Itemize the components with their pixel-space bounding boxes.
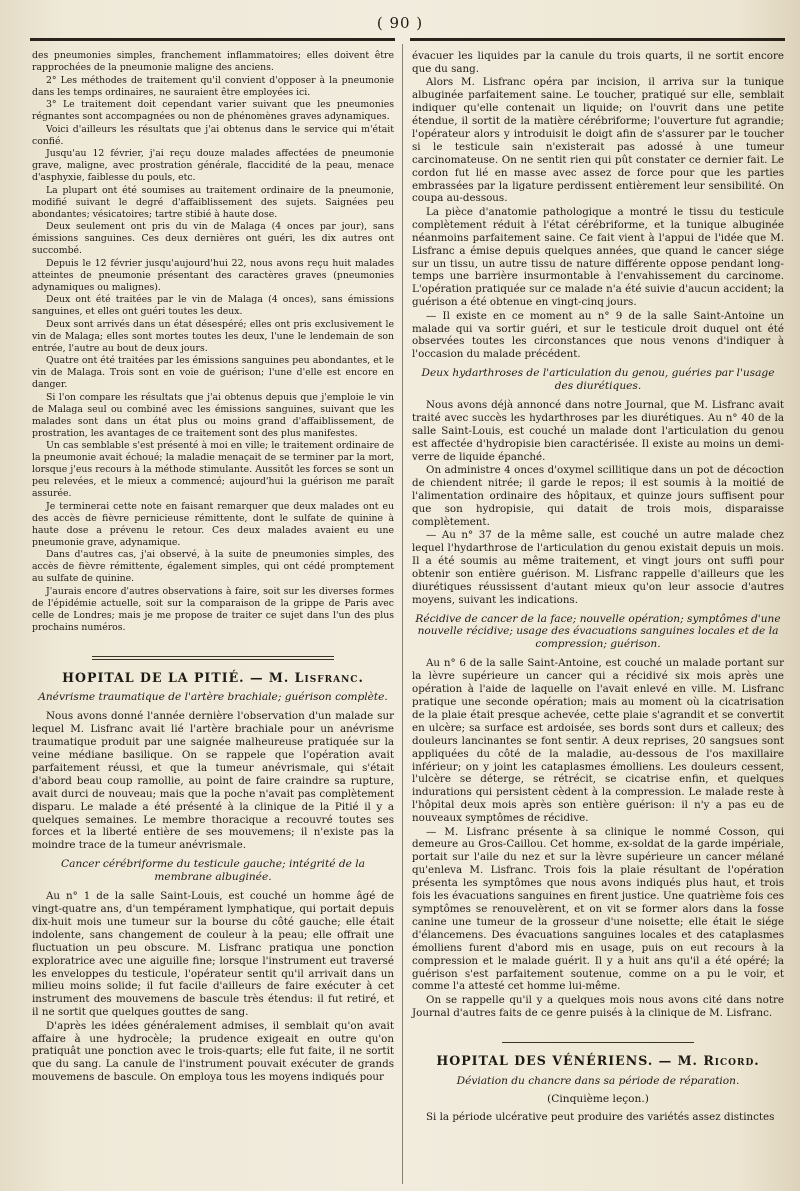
paragraph: Depuis le 12 février jusqu'aujourd'hui 22, nous avons reçu huit malades atteintes de pneumonie présentant des caractères graves (pneumonies adynamiques ou malignes). <box>32 257 394 293</box>
section-divider <box>502 1042 694 1043</box>
section-divider <box>92 656 334 660</box>
lecon-label: (Cinquième leçon.) <box>547 1093 649 1106</box>
paragraph: — Au n° 37 de la même salle, est couché un autre malade chez lequel l'hydarthrose de l'articulation du genou existait depuis un mois. Il a été soumis au même traitement, et vingt jours ont suffi pour obtenir son entière guérison. M. Lisfranc rappelle d'ailleurs que les diurétiques réussissent d'autant mieux qu'on leur associe d'autres moyens, suivant les indications. <box>412 529 784 606</box>
paragraph: Deux sont arrivés dans un état désespéré; elles ont pris exclusivement le vin de Malaga; elles sont mortes toutes les deux, l'une le lendemain de son entrée, l'autre au bout de deux jours. <box>32 318 394 354</box>
paragraph: — Il existe en ce moment au n° 9 de la salle Saint-Antoine un malade qui va sortir guéri, et sur le testicule droit duquel ont été observées toutes les circonstances que nous venons d'indiquer à l'occasion du malade précédent. <box>412 309 784 361</box>
paragraph: Je terminerai cette note en faisant remarquer que deux malades ont eu des accès de fièvre pernicieuse rémittente, dont le sulfate de quinine à haute dose a prévenu le retour. Ces deux malades avaient eu une pneumonie grave, adynamique. <box>32 500 394 548</box>
paragraph: La pièce d'anatomie pathologique a montré le tissu du testicule complètement réduit à l'état cérébriforme, et la tunique albuginée néanmoins parfaitement saine. Ce fait vient à l'appui de l'idée que M. Lisfranc a émise depuis quelques années, que quand le cancer siége sur un tissu, un autre tissu de nature différente oppose pendant long-temps une barrière insurmontable à l'envahissement du carcinome. L'opération pratiquée sur ce malade n'a été suivie d'aucun accident; la guérison a été obtenue en vingt-cinq jours. <box>412 205 784 309</box>
paragraph: Nous avons donné l'année dernière l'observation d'un malade sur lequel M. Lisfranc avait lié l'artère brachiale pour un anévrisme traumatique produit par une saignée malheureuse pratiquée sur la veine médiane basilique. On se rappele que l'opération avait parfaitement réussi, et que la tumeur anévrismale, qui s'était d'abord beau coup ramollie, au point de faire craindre sa rupture, avait durci de nouveau; mais que la poche n'avait pas complètement disparu. Le malade a été présenté à la clinique de la Pitié il y a quelques semaines. Le membre thoracique a recouvré toutes ses forces et la liberté entière de ses mouvemens; il n'existe pas la moindre trace de la tumeur anévrismale. <box>32 710 394 852</box>
page-number: ( 90 ) <box>376 14 424 32</box>
paragraph: Au n° 6 de la salle Saint-Antoine, est couché un malade portant sur la lèvre supérieure un cancer qui a récidivé six mois après une opération à l'aide de laquelle on l'avait enlevé en ville. M. Lisfranc pratique une seconde opération; mais au moment où la cicatrisation de la plaie était presque achevée, cette plaie s'agrandit et se convertit en ulcère; sa surface est ardoisée, ses bords sont durs et calleux; des douleurs lancinantes se font sentir. A deux reprises, 20 sangsues sont appliquées du côté de la maladie, au-dessous de l'os maxillaire inférieur; on y joint les cataplasmes émolliens. Les douleurs cessent, l'ulcère se déterge, se rétrécit, se cicatrise enfin, et quelques indurations qui persistent cèdent à la compression. Le malade reste à l'hôpital deux mois après son entière guérison: il n'y a pas eu de nouveaux symptômes de récidive. <box>412 657 784 825</box>
paragraph: Quatre ont été traitées par les émissions sanguines peu abondantes, et le vin de Malaga. Trois sont en voie de guérison; l'une d'elle est encore en danger. <box>32 355 394 390</box>
section-heading-pitie <box>32 669 394 685</box>
paragraph: J'aurais encore d'autres observations à faire, soit sur les diverses formes de l'épidémie actuelle, soit sur la comparaison de la grippe de Paris avec celle de Londres; mais je me propose de traiter ce sujet dans l'un des plus prochains numéros. <box>32 585 394 633</box>
paragraph: Voici d'ailleurs les résultats que j'ai obtenus dans le service qui m'était confié. <box>32 123 394 147</box>
doctor-name: Lisfranc. <box>294 669 364 685</box>
paragraph: Alors M. Lisfranc opéra par incision, il arriva sur la tunique albuginée parfaitement saine. Le toucher, pratiqué sur elle, semblait indiquer qu'elle contenait un liquide; on l'ouvrit dans une petite étendue, il sortit de la matière cérébriforme; l'ouverture fut agrandie; l'opérateur alors y introduisit le doigt afin de s'assurer par le toucher si le testicule sain n'existerait pas adossé à une tumeur carcinomateuse. On ne sentit rien qui pût constater ce dernier fait. Le cordon fut lié en masse avec assez de force pour que les parties embrassées par la ligature perdissent entièrement leur sensibilité. On coupa au-dessous. <box>412 76 784 205</box>
column-divider <box>402 44 403 1184</box>
doctor-name: Ricord. <box>703 1052 760 1068</box>
right-column <box>412 50 784 1125</box>
heading-text: HOPITAL DE LA PITIÉ. — M. <box>62 669 290 685</box>
paragraph: Si la période ulcérative peut produire des variétés assez distinctes <box>426 1111 775 1124</box>
paragraph: La plupart ont été soumises au traitement ordinaire de la pneumonie, modifié suivant le degré d'affaiblissement des sujets. Saignées peu abondantes; vésicatoires; tartre stibié à haute dose. <box>32 184 394 220</box>
paragraph: évacuer les liquides par la canule du trois quarts, il ne sortit encore que du sang. <box>412 50 784 75</box>
paragraph: Si l'on compare les résultats que j'ai obtenus depuis que j'emploie le vin de Malaga seul ou combiné avec les émissions sanguines, suivant que les malades sont dans un état plus ou moins grand d'affaiblissement, de prostration, les avantages de ce traitement sont des plus manifestes. <box>32 391 394 439</box>
top-rule-right <box>410 38 785 41</box>
left-column <box>32 50 394 1085</box>
paragraph: On administre 4 onces d'oxymel scillitique dans un pot de décoction de chiendent nitrée; il garde le repos; il est soumis à la moitié de l'alimentation ordinaire des hôpitaux, et quinze jours suffisent pour que son hydropisie, qui datait de trois mois, disparaisse complètement. <box>412 464 784 528</box>
paragraph: Nous avons déjà annoncé dans notre Journal, que M. Lisfranc avait traité avec succès les hydarthroses par les diurétiques. Au n° 40 de la salle Saint-Louis, est couché un malade dont l'articulation du genou est affectée d'hydropisie bien caractérisée. Il existe au moins un demi-verre de liquide épanché. <box>412 399 784 463</box>
article-subheading: Cancer cérébriforme du testicule gauche; intégrité de la membrane albuginée. <box>61 858 365 884</box>
paragraph: Dans d'autres cas, j'ai observé, à la suite de pneumonies simples, des accès de fièvre rémittente, également simples, qui ont cédé promptement au sulfate de quinine. <box>32 549 394 584</box>
article-subheading: Récidive de cancer de la face; nouvelle opération; symptômes d'une nouvelle récidive; usage des évacuations sanguines locales et de la compression; guérison. <box>415 612 781 651</box>
paragraph: Deux ont été traitées par le vin de Malaga (4 onces), sans émissions sanguines, et elles ont guéri toutes les deux. <box>32 294 394 317</box>
top-rule-left <box>30 38 395 41</box>
article-subheading: Anévrisme traumatique de l'artère brachiale; guérison complète. <box>38 691 388 704</box>
paragraph: — M. Lisfranc présente à sa clinique le nommé Cosson, qui demeure au Gros-Caillou. Cet homme, ex-soldat de la garde impériale, portait sur l'aile du nez et sur la lèvre supérieure un cancer mélané qu'enleva M. Lisfranc. Trois fois la plaie résultant de l'opération présenta les symptômes que nous avons indiqués plus haut, et trois fois les évacuations sanguines en firent justice. Une quatrième fois ces symptômes se renouvelèrent, et on vit se former alors dans la fosse canine une tumeur de la grosseur d'une noisette; elle était le siége d'élancemens. Des évacuations sanguines locales et des cataplasmes émolliens furent d'abord mis en usage, puis on eut recours à la compression et le malade guérit. Il y a huit ans qu'il a été opéré; la guérison s'est parfaitement soutenue, comme on a pu le voir, et comme l'a attesté cet homme lui-même. <box>412 825 784 993</box>
paragraph: 3° Le traitement doit cependant varier suivant que les pneumonies régnantes sont accompagnées ou non de phénomènes graves adynamiques. <box>32 99 394 122</box>
paragraph: Deux seulement ont pris du vin de Malaga (4 onces par jour), sans émissions sanguines. Ces deux dernières ont guéri, les dix autres ont succombé. <box>32 221 394 256</box>
article-subheading: Déviation du chancre dans sa période de réparation. <box>456 1074 740 1087</box>
paragraph: D'après les idées généralement admises, il semblait qu'on avait affaire à une hydrocèle; la prudence exigeait en outre qu'on pratiquât une ponction avec le trois-quarts; elle fut faite, il ne sortit que du sang. La canule de l'instrument pouvait exécuter de grands mouvemens de bascule. On employa tous les moyens indiqués pour <box>32 1019 394 1084</box>
paragraph: On se rappelle qu'il y a quelques mois nous avons cité dans notre Journal d'autres faits de ce genre puisés à la clinique de M. Lisfranc. <box>412 993 784 1019</box>
heading-text: HOPITAL DES VÉNÉRIENS. — M. <box>436 1052 698 1068</box>
paragraph: des pneumonies simples, franchement inflammatoires; elles doivent être rapprochées de la pneumonie maligne des anciens. <box>32 50 394 73</box>
paragraph: Jusqu'au 12 février, j'ai reçu douze malades affectées de pneumonie grave, maligne, avec prostration générale, flaccidité de la peau, menace d'asphyxie, faiblesse du pouls, etc. <box>32 148 394 183</box>
article-subheading: Deux hydarthroses de l'articulation du genou, guéries par l'usage des diurétiques. <box>421 367 775 393</box>
section-heading-veneriens <box>412 1052 784 1068</box>
paragraph: Au n° 1 de la salle Saint-Louis, est couché un homme âgé de vingt-quatre ans, d'un tempérament lymphatique, qui portait depuis dix-huit mois une tumeur sur la bourse du côté gauche; elle était indolente, sans changement de couleur à la peau; elle offrait une fluctuation un peu obscure. M. Lisfranc pratiqua une ponction exploratrice avec une aiguille fine; lorsque l'instrument eut traversé les enveloppes du testicule, l'opérateur sentit qu'il arrivait dans un milieu moins solide; il fut facile d'ailleurs de faire exécuter à cet instrument des mouvemens de bascule très étendus: il fut retiré, et il ne sortit que quelques gouttes de sang. <box>32 890 394 1019</box>
paragraph: 2° Les méthodes de traitement qu'il convient d'opposer à la pneumonie dans les temps ordinaires, ne sauraient être employées ici. <box>32 74 394 98</box>
paragraph: Un cas semblable s'est présenté à moi en ville; le traitement ordinaire de la pneumonie avait échoué; la maladie menaçait de se terminer par la mort, lorsque j'eus recours à la méthode stimulante. Aussitôt les forces se sont un peu relevées, et le mieux a commencé; aujourd'hui la guérison me paraît assurée. <box>32 440 394 499</box>
